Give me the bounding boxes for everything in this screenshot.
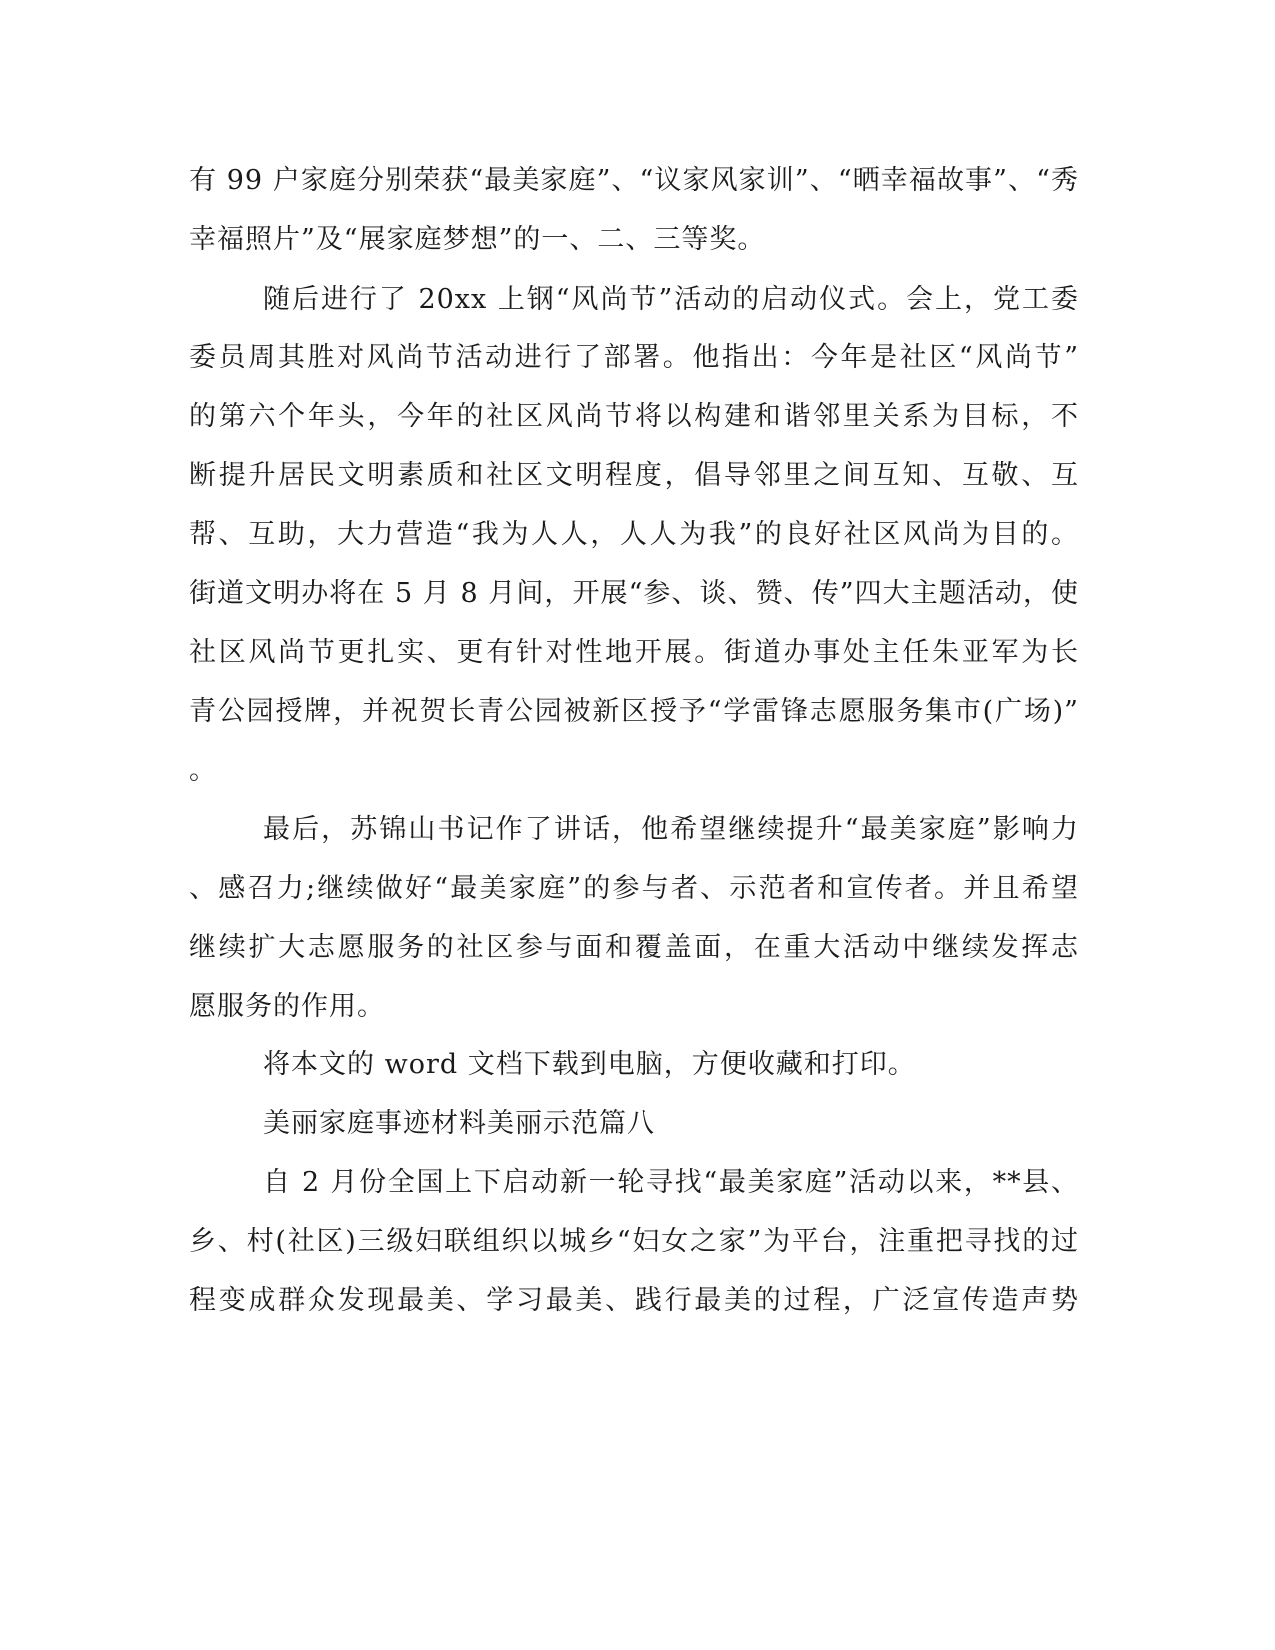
text-line: 、感召力;继续做好“最美家庭”的参与者、示范者和宣传者。并且希望 <box>189 873 1079 904</box>
text-line: 愿服务的作用。 <box>189 991 385 1022</box>
text-line: 。 <box>189 755 217 786</box>
download-note: 将本文的 word 文档下载到电脑，方便收藏和打印。 <box>263 1049 916 1080</box>
text-line: 继续扩大志愿服务的社区参与面和覆盖面，在重大活动中继续发挥志 <box>189 932 1079 963</box>
text-line: 乡、村(社区)三级妇联组织以城乡“妇女之家”为平台，注重把寻找的过 <box>189 1226 1079 1257</box>
text-line: 街道文明办将在 5 月 8 月间，开展“参、谈、赞、传”四大主题活动，使 <box>189 578 1079 609</box>
text-line: 程变成群众发现最美、学习最美、践行最美的过程，广泛宣传造声势 <box>189 1285 1079 1316</box>
paragraph-start-line: 最后，苏锦山书记作了讲话，他希望继续提升“最美家庭”影响力 <box>263 814 1079 845</box>
text-line: 的第六个年头，今年的社区风尚节将以构建和谐邻里关系为目标，不 <box>189 401 1079 432</box>
text-line: 幸福照片”及“展家庭梦想”的一、二、三等奖。 <box>189 224 766 255</box>
text-line: 帮、互助，大力营造“我为人人，人人为我”的良好社区风尚为目的。 <box>189 519 1079 550</box>
text-line: 社区风尚节更扎实、更有针对性地开展。街道办事处主任朱亚军为长 <box>189 637 1079 668</box>
text-line: 断提升居民文明素质和社区文明程度，倡导邻里之间互知、互敬、互 <box>189 460 1079 491</box>
paragraph-start-line: 随后进行了 20xx 上钢“风尚节”活动的启动仪式。会上，党工委 <box>263 284 1079 315</box>
text-line: 委员周其胜对风尚节活动进行了部署。他指出：今年是社区“风尚节” <box>189 342 1079 373</box>
text-line: 有 99 户家庭分别荣获“最美家庭”、“议家风家训”、“晒幸福故事”、“秀 <box>189 165 1079 196</box>
section-heading: 美丽家庭事迹材料美丽示范篇八 <box>263 1108 655 1139</box>
text-line: 青公园授牌，并祝贺长青公园被新区授予“学雷锋志愿服务集市(广场)” <box>189 696 1079 727</box>
paragraph-start-line: 自 2 月份全国上下启动新一轮寻找“最美家庭”活动以来，**县、 <box>263 1167 1079 1198</box>
